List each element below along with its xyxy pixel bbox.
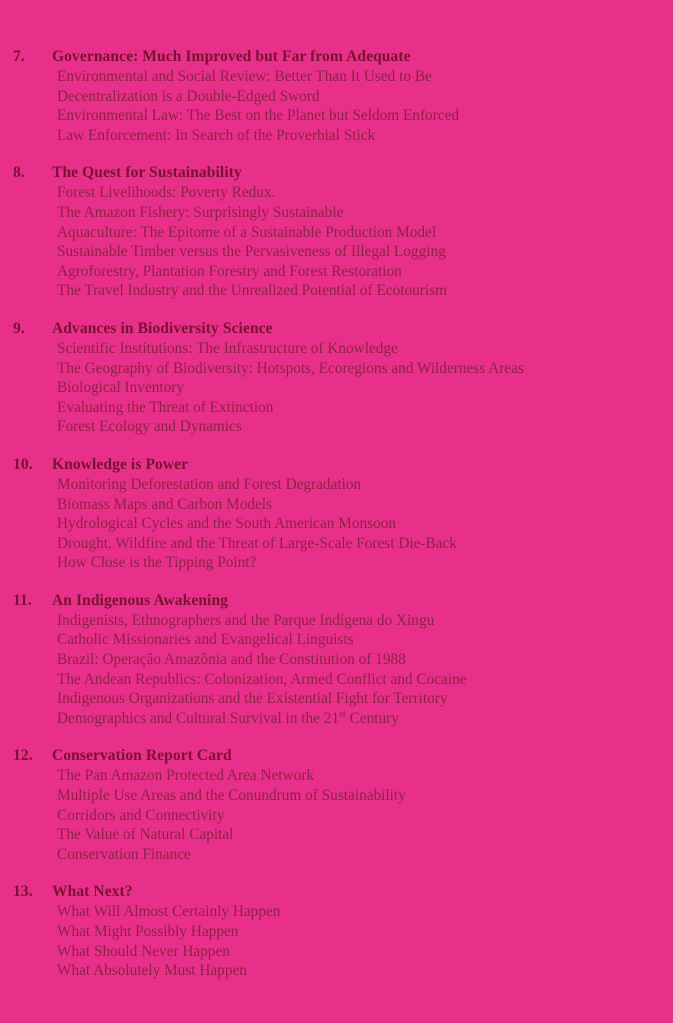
toc-chapter-number: 11. xyxy=(13,591,32,609)
toc-chapter xyxy=(8,747,645,864)
toc-section-item[interactable]: Conservation Finance xyxy=(57,845,191,863)
table-of-contents xyxy=(8,48,645,981)
toc-section-item[interactable]: Decentralization is a Double-Edged Sword xyxy=(57,87,320,105)
toc-chapter-heading[interactable] xyxy=(8,883,645,901)
toc-chapter xyxy=(8,48,645,145)
toc-section-item[interactable]: The Geography of Biodiversity: Hotspots, Ecoregions and Wilderness Areas xyxy=(57,359,524,377)
toc-section-item[interactable]: Aquaculture: The Epitome of a Sustainable Production Model xyxy=(57,223,437,241)
toc-section-item[interactable]: The Travel Industry and the Unrealized Potential of Ecotourism xyxy=(57,282,447,300)
toc-chapter-number: 7. xyxy=(13,48,25,65)
toc-chapter xyxy=(8,320,645,437)
toc-section-item[interactable]: What Should Never Happen xyxy=(57,942,230,960)
toc-section-item[interactable]: Indigenous Organizations and the Existential Fight for Territory xyxy=(57,690,448,708)
toc-section-item[interactable]: Multiple Use Areas and the Conundrum of Sustainability xyxy=(57,787,406,805)
toc-chapter-number: 8. xyxy=(13,164,25,182)
toc-section-list xyxy=(8,766,645,864)
toc-section-item[interactable]: Scientific Institutions: The Infrastructure of Knowledge xyxy=(57,339,398,357)
toc-section-item[interactable]: Environmental Law: The Best on the Planet but Seldom Enforced xyxy=(57,107,460,125)
toc-chapter-title: The Quest for Sustainability xyxy=(52,164,242,182)
toc-section-item[interactable]: What Absolutely Must Happen xyxy=(57,962,247,980)
toc-section-item[interactable]: Forest Ecology and Dynamics xyxy=(57,418,242,436)
toc-section-item[interactable]: Agroforestry, Plantation Forestry and Forest Restoration xyxy=(57,262,402,280)
toc-chapter xyxy=(8,883,645,980)
toc-chapter-heading[interactable] xyxy=(8,164,645,182)
toc-section-item[interactable]: Forest Livelihoods: Poverty Redux. xyxy=(57,184,276,202)
toc-section-item[interactable]: The Andean Republics: Colonization, Armed Conflict and Cocaine xyxy=(57,670,467,688)
toc-chapter-title: Governance: Much Improved but Far from Adequate xyxy=(52,48,411,65)
toc-section-item[interactable]: Demographics and Cultural Survival in the 21st Century xyxy=(57,708,399,727)
toc-chapter-heading[interactable] xyxy=(8,592,645,610)
toc-chapter-title: An Indigenous Awakening xyxy=(52,591,229,609)
toc-section-list xyxy=(8,475,645,573)
toc-section-item[interactable]: Hydrological Cycles and the South American Monsoon xyxy=(57,515,397,533)
toc-section-item[interactable]: Catholic Missionaries and Evangelical Linguists xyxy=(57,631,354,649)
toc-chapter-number: 9. xyxy=(13,319,25,337)
toc-section-item[interactable]: Monitoring Deforestation and Forest Degradation xyxy=(57,475,362,493)
toc-chapter-title: Conservation Report Card xyxy=(52,747,232,765)
toc-section-list xyxy=(8,611,645,729)
toc-chapter-number: 13. xyxy=(13,883,33,901)
toc-section-item[interactable]: Evaluating the Threat of Extinction xyxy=(57,398,274,416)
toc-section-item[interactable]: Biomass Maps and Carbon Models xyxy=(57,495,272,513)
toc-chapter-heading[interactable] xyxy=(8,456,645,474)
toc-section-item[interactable]: Biological Inventory xyxy=(57,379,185,397)
toc-chapter xyxy=(8,592,645,729)
toc-chapter-number: 12. xyxy=(13,747,33,765)
toc-chapter xyxy=(8,164,645,301)
toc-section-item[interactable]: Brazil: Operação Amazônia and the Constitution of 1988 xyxy=(57,651,406,669)
toc-section-item[interactable]: Drought, Wildfire and the Threat of Large-Scale Forest Die-Back xyxy=(57,534,457,552)
toc-section-item[interactable]: Sustainable Timber versus the Pervasiveness of Illegal Logging xyxy=(57,243,446,261)
toc-section-item[interactable]: Environmental and Social Review: Better Than It Used to Be xyxy=(57,68,432,85)
toc-section-item[interactable]: What Might Possibly Happen xyxy=(57,923,239,940)
toc-section-list xyxy=(8,67,645,145)
toc-section-item[interactable]: Indigenists, Ethnographers and the Parque Indígena do Xingu xyxy=(57,611,435,629)
toc-section-item[interactable]: The Pan Amazon Protected Area Network xyxy=(57,767,314,785)
toc-chapter xyxy=(8,456,645,573)
toc-chapter-title: Advances in Biodiversity Science xyxy=(52,319,273,337)
toc-section-item[interactable]: Law Enforcement: In Search of the Proverbial Stick xyxy=(57,126,376,144)
toc-chapter-heading[interactable] xyxy=(8,320,645,338)
toc-section-item[interactable]: The Value of Natural Capital xyxy=(57,826,234,844)
toc-section-item[interactable]: What Will Almost Certainly Happen xyxy=(57,903,281,921)
toc-section-list xyxy=(8,902,645,980)
toc-section-list xyxy=(8,339,645,437)
toc-chapter-heading[interactable] xyxy=(8,747,645,765)
toc-chapter-number: 10. xyxy=(13,455,33,473)
toc-chapter-title: Knowledge is Power xyxy=(52,455,189,473)
toc-section-list xyxy=(8,183,645,301)
toc-chapter-heading[interactable] xyxy=(8,48,645,66)
toc-section-item[interactable]: The Amazon Fishery: Surprisingly Sustainable xyxy=(57,203,344,221)
toc-chapter-title: What Next? xyxy=(52,883,133,901)
toc-section-item[interactable]: Corridors and Connectivity xyxy=(57,806,225,824)
toc-section-item[interactable]: How Close is the Tipping Point? xyxy=(57,554,257,572)
